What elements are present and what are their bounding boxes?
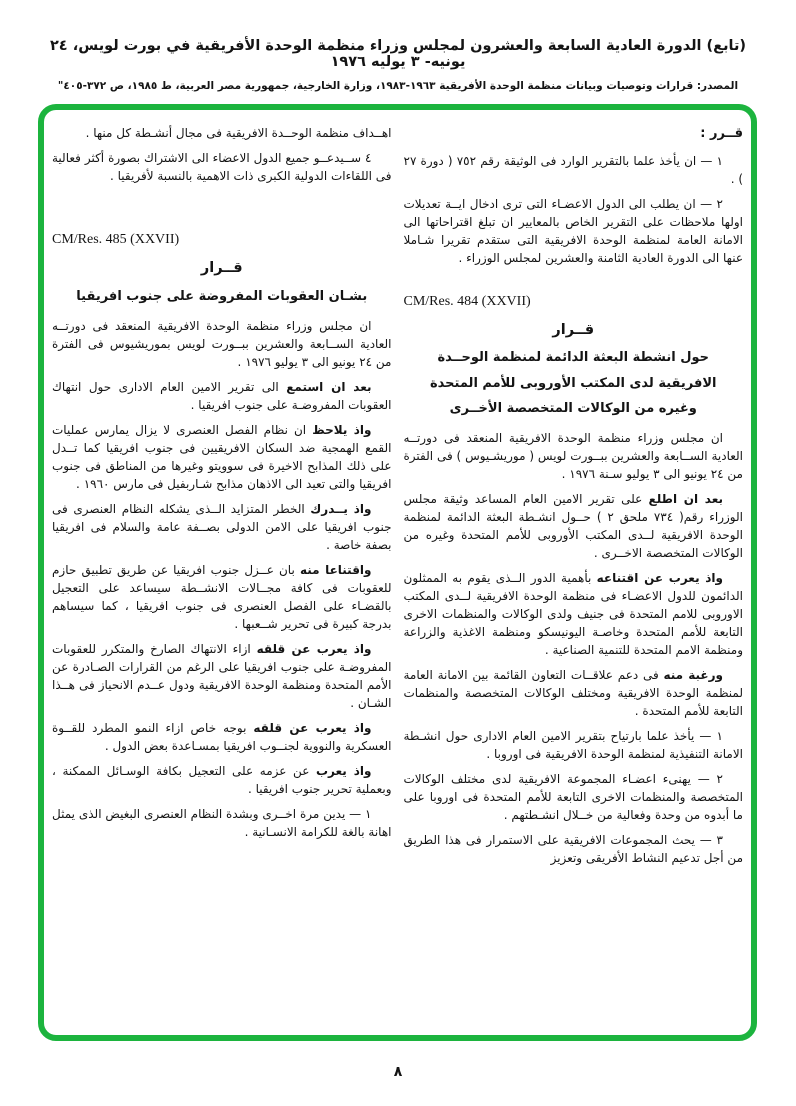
paragraph — [52, 719, 392, 755]
paragraph-lead: واذ يعرب — [315, 764, 372, 779]
paragraph-lead: واذ يــدرك — [310, 502, 372, 517]
page-number: ٨ — [393, 1064, 403, 1080]
paragraph — [404, 490, 744, 562]
header-session-title: (تابع) الدورة العادية السابعة والعشرون لمجلس وزراء منظمة الوحدة الأفريقية في بورت لويس، ٢٤ يونيه- ٣ يوليه ١٩٧٦ — [49, 38, 747, 70]
paragraph — [52, 421, 392, 493]
paragraph-text: ان مجلس وزراء منظمة الوحدة الافريقية المنعقد فى دورتــه العادية الســابعة والعشرين ببــورت لويس بموريشيوس فى الفترة من ٢٤ يونيو الى ٣ يوليو ١٩٧٦ . — [52, 319, 392, 370]
paragraph — [52, 500, 392, 554]
column-left — [52, 124, 392, 1025]
paragraph-text: ٣ — يحث المجموعات الافريقية على الاستمرار فى هذا الطريق من أجل تدعيم النشاط الأفريقى وتعزيز — [403, 833, 743, 866]
paragraph-lead: بعد ان استمع — [286, 380, 372, 395]
decree-item — [404, 152, 744, 188]
resolution-subtitle — [52, 284, 392, 309]
column-right — [404, 124, 744, 1025]
paragraph-text: بأهمية الدور الــذى يقوم به الممثلون الدائمون للدول الاعضـاء فى منظمة الوحدة الافريقية لــدى المكتب الاوروبى للامم المتحدة فى جنيف ولدى الوكالات والمنظمات الاخرى التابعة للأمم المتحدة وخاصـة اليونيسكو ومنظمة الاغذية والزراعة ومنظمة الامم المتحدة للتنمية الصناعية . — [403, 571, 743, 658]
numbered-item — [52, 805, 392, 841]
page-header — [28, 38, 768, 92]
paragraph-text: ١ — يأخذ علما بارتياح بتقرير الامين العام الادارى حول انشـطة الامانة التنفيذية لمنظمة الوحدة الافريقية فى اوروبا . — [403, 729, 743, 762]
numbered-item — [404, 831, 744, 867]
paragraph-text: بوجه خاص ازاء النمو المطرد للقــوة العسكرية والنووية لجنــوب افريقيا بمسـاعدة بعض الدول . — [52, 721, 392, 754]
subtitle-line: وغيره من الوكالات المتخصصة الأخــرى — [449, 400, 697, 416]
paragraph-lead: واذ يعرب عن اقتناعه — [596, 571, 724, 586]
numbered-item — [404, 770, 744, 824]
paragraph-text: ان مجلس وزراء منظمة الوحدة الافريقية المنعقد فى دورتــه العادية الســابعة والعشرين ببــورت لويس ( موريشـيوس ) فى الفترة من ٢٤ يونيو الى ٣ يوليو سـنة ١٩٧٦ . — [403, 431, 743, 482]
numbered-item — [52, 149, 392, 185]
paragraph-lead: واذ يعرب عن قلقه — [253, 721, 372, 736]
paragraph-text: الى تقرير الامين العام الادارى حول انتهاك العقوبات المفروضـة على جنوب افريقيا . — [52, 380, 392, 413]
resolution-reference-484: CM/Res. 484 (XXVII) — [403, 293, 531, 309]
paragraph-text: ١ — يدين مرة اخــرى وبشدة النظام العنصرى البغيض الذى يمثل اهانة بالغة للكرامة الانسـانية . — [52, 807, 392, 840]
paragraph-text: الخطر المتزايد الــذى يشكله النظام العنصرى فى جنوب افريقيا على الامن الدولى بصــفة عامة والسلام فى افريقيا بصفة خاصة . — [52, 502, 392, 553]
subtitle-line: بشـان العقوبات المفروضة على جنوب افريقيا — [76, 288, 368, 304]
paragraph-lead: واقتناعا منه — [299, 563, 372, 578]
paragraph-text: بان عــزل جنوب افريقيا عن طريق تطبيق حازم للعقوبات فى كافة مجــالات الانشــطة سيساعد على التعجيل بالقضـاء على الفصل العنصرى فى جنوب افريقيا ، كما سيساهم بدرجة كبيرة فى تحرير شــعبها . — [52, 563, 392, 632]
paragraph — [52, 317, 392, 371]
resolution-title: قــرار — [200, 260, 243, 276]
paragraph-text: على تقرير الامين العام المساعد وثيقة مجلس الوزراء رقم( ٧٣٤ ملحق ٢ ) حــول انشـطة البعثة الدائمة لمنظمة الوحدة الافريقية لــدى المكتب الأوروبى للأمم المتحدة وغيره من الوكالات المتخصصة الاخــرى . — [403, 492, 743, 561]
subtitle-line: الافريقية لدى المكتب الأوروبى للأمم المتحدة — [429, 375, 717, 391]
paragraph-text: فى دعم علاقــات التعاون القائمة بين الامانة العامة لمنظمة الوحدة الافريقية ومختلف الوكالات المتخصصة والمنظمات التابعة للأمم المتحدة . — [403, 668, 743, 719]
subtitle-line: حول انشطة البعثة الدائمة لمنظمة الوحــدة — [437, 350, 710, 366]
paragraph — [52, 640, 392, 712]
green-border-frame — [38, 104, 757, 1041]
decree-heading: قــرر : — [700, 126, 743, 141]
header-source-note: المصدر: قرارات وتوصيات وبيانات منظمة الوحدة الأفريقية ١٩٦٣-١٩٨٣، وزارة الخارجية، جمهورية مصر العربية، ط ١٩٨٥، ص ٣٧٢-٤٠٥" — [57, 80, 739, 92]
paragraph-text: اهــداف منظمة الوحــدة الافريقية فى مجال أنشـطة كل منها . — [85, 126, 392, 140]
paragraph — [404, 569, 744, 659]
paragraph-text: ٢ — يهنىء اعضـاء المجموعة الافريقية لدى مختلف الوكالات المتخصصة والمنظمات الاخرى التابعة للأمم المتحدة فى اوروبا على ما أبدوه من وحدة وفعالية من خــلال انشـطتهم . — [403, 772, 743, 823]
paragraph-lead: ورغبة منه — [663, 668, 723, 683]
resolution-reference-485: CM/Res. 485 (XXVII) — [52, 232, 180, 247]
paragraph — [52, 378, 392, 414]
paragraph-text: عن عزمه على التعجيل بكافة الوسـائل الممكنة ، وبعملية تحرير جنوب افريقيا . — [52, 764, 392, 797]
paragraph — [404, 429, 744, 483]
resolution-title: قــرار — [552, 321, 595, 338]
paragraph-text: ١ — ان يأخذ علما بالتقرير الوارد فى الوثيقة رقم ٧٥٢ ( دورة ٢٧ ) . — [403, 153, 743, 186]
decree-item — [404, 195, 744, 267]
paragraph — [404, 666, 744, 720]
resolution-subtitle — [404, 345, 744, 421]
paragraph — [52, 561, 392, 633]
continuation-paragraph — [52, 124, 392, 142]
paragraph-lead: واذ يعرب عن قلقه — [256, 642, 372, 657]
paragraph-text: ٤ ســيدعــو جميع الدول الاعضاء الى الاشتراك بصورة أكثر فعالية فى اللقاءات الدولية الكبرى ذات الاهمية بالنسبة لأفريقيا . — [52, 151, 392, 183]
numbered-item — [404, 727, 744, 763]
paragraph-text: ازاء الانتهاك الصارخ والمتكرر للعقوبات المفروضـة على جنوب افريقيا على الرغم من القرارات الصـادرة عن الأمم المتحدة ومنظمة الوحدة الافريقية ودول عــدم الانحياز فى هــذا الشـان . — [52, 642, 392, 711]
paragraph — [52, 762, 392, 798]
paragraph-lead: بعد ان اطلع — [648, 492, 723, 507]
paragraph-text: ان نظام الفصل العنصرى لا يزال يمارس عمليات القمع الهمجية ضد السكان الافريقيين فى جنوب افريقيا كما تــدل على ذلك المذابح الاخيرة فى سوويتو وغيرها من المناطق فى جنوب افريقيا والتى تعيد الى الاذهان مذابح شـاربفيل فى مارس ١٩٦٠ . — [52, 423, 392, 492]
paragraph-lead: واذ يلاحظ — [312, 423, 372, 438]
paragraph-text: ٢ — ان يطلب الى الدول الاعضـاء التى ترى ادخال ايــة تعديلات اولها ملاحظات على التقرير الخاص بالمعايير ان تبلغ اقتراحاتها الى الامانة العامة لمنظمة الوحدة الافريقية التى ستقدم تقريرا شـاملا عنها الى الدورة العادية الثامنة والعشرين لمجلس الوزراء . — [403, 196, 743, 265]
two-column-layout — [52, 124, 743, 1025]
